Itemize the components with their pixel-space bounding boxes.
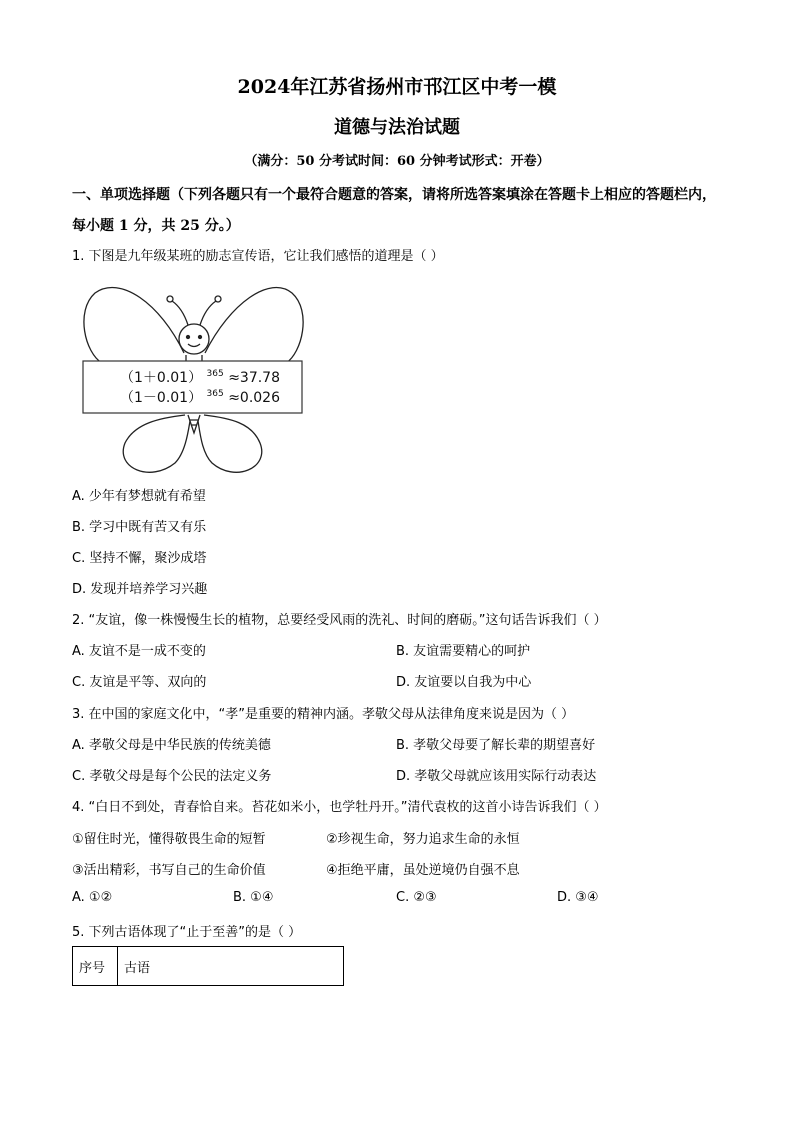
q3-option-c: C. 孝敬父母是每个公民的法定义务 (72, 769, 272, 784)
lower-left-wing (123, 415, 190, 472)
q2-option-a: A. 友谊不是一成不变的 (72, 644, 206, 659)
butterfly-figure (80, 283, 310, 483)
q1-option-d: D. 发现并培养学习兴趣 (72, 582, 208, 597)
question-3-stem: 3. 在中国的家庭文化中，“孝”是重要的精神内涵。孝敬父母从法律角度来说是因为（ ） (72, 707, 575, 722)
lower-right-wing (198, 415, 262, 472)
q1-option-c: C. 坚持不懈，聚沙成塔 (72, 551, 207, 566)
q4-option-b: B. ①④ (233, 890, 274, 905)
q2-option-c: C. 友谊是平等、双向的 (72, 675, 207, 690)
question-1-stem: 1. 下图是九年级某班的励志宣传语，它让我们感悟的道理是（ ） (72, 249, 444, 264)
exam-info: （满分：50 分考试时间：60 分钟考试形式：开卷） (244, 154, 550, 169)
q1-option-b: B. 学习中既有苦又有乐 (72, 520, 207, 535)
upper-right-wing (205, 288, 303, 363)
question-2-stem: 2. “友谊，像一株慢慢生长的植物，总要经受风雨的洗礼、时间的磨砺。”这句话告诉我们（ ） (72, 613, 607, 628)
question-5-stem: 5. 下列古语体现了“止于至善”的是（ ） (72, 925, 302, 940)
formula-1-result: ≈37.78 (228, 370, 280, 386)
q4-item-1: ①留住时光，懂得敬畏生命的短暂 (72, 832, 266, 847)
section-heading: 一、单项选择题（下列各题只有一个最符合题意的答案，请将所选答案填涂在答题卡上相应的答题栏内，每小题 1 分，共 25 分。） (72, 187, 716, 234)
question-5-table (72, 946, 344, 986)
formula-2-result: ≈0.026 (228, 390, 280, 406)
q4-item-3: ③活出精彩，书写自己的生命价值 (72, 863, 266, 878)
q4-option-a: A. ①② (72, 890, 113, 905)
q1-option-a: A. 少年有梦想就有希望 (72, 489, 206, 504)
q4-item-2: ②珍视生命，努力追求生命的永恒 (326, 832, 520, 847)
table-header-quote: 古语 (118, 947, 344, 986)
q3-option-a: A. 孝敬父母是中华民族的传统美德 (72, 738, 271, 753)
formula-1-exponent: 365 (206, 369, 224, 379)
table-header-index: 序号 (73, 947, 118, 986)
q3-option-b: B. 孝敬父母要了解长辈的期望喜好 (396, 738, 596, 753)
formula-2-exponent: 365 (206, 389, 224, 399)
q2-option-b: B. 友谊需要精心的呵护 (396, 644, 531, 659)
formula-1-base: （1＋0.01） (120, 370, 203, 386)
upper-left-wing (84, 288, 184, 363)
exam-title: 2024年江苏省扬州市邗江区中考一模 (237, 76, 557, 98)
q4-option-c: C. ②③ (396, 890, 437, 905)
q4-item-4: ④拒绝平庸，虽处逆境仍自强不息 (326, 863, 520, 878)
exam-subject: 道德与法治试题 (334, 117, 460, 138)
q4-option-d: D. ③④ (557, 890, 599, 905)
butterfly-head (179, 324, 209, 354)
question-4-stem: 4. “白日不到处，青春恰自来。苔花如米小，也学牡丹开。”清代袁枚的这首小诗告诉我们（ ） (72, 800, 607, 815)
table-header-row (73, 947, 344, 986)
formula-2-base: （1－0.01） (120, 390, 203, 406)
q2-option-d: D. 友谊要以自我为中心 (396, 675, 532, 690)
q3-option-d: D. 孝敬父母就应该用实际行动表达 (396, 769, 597, 784)
